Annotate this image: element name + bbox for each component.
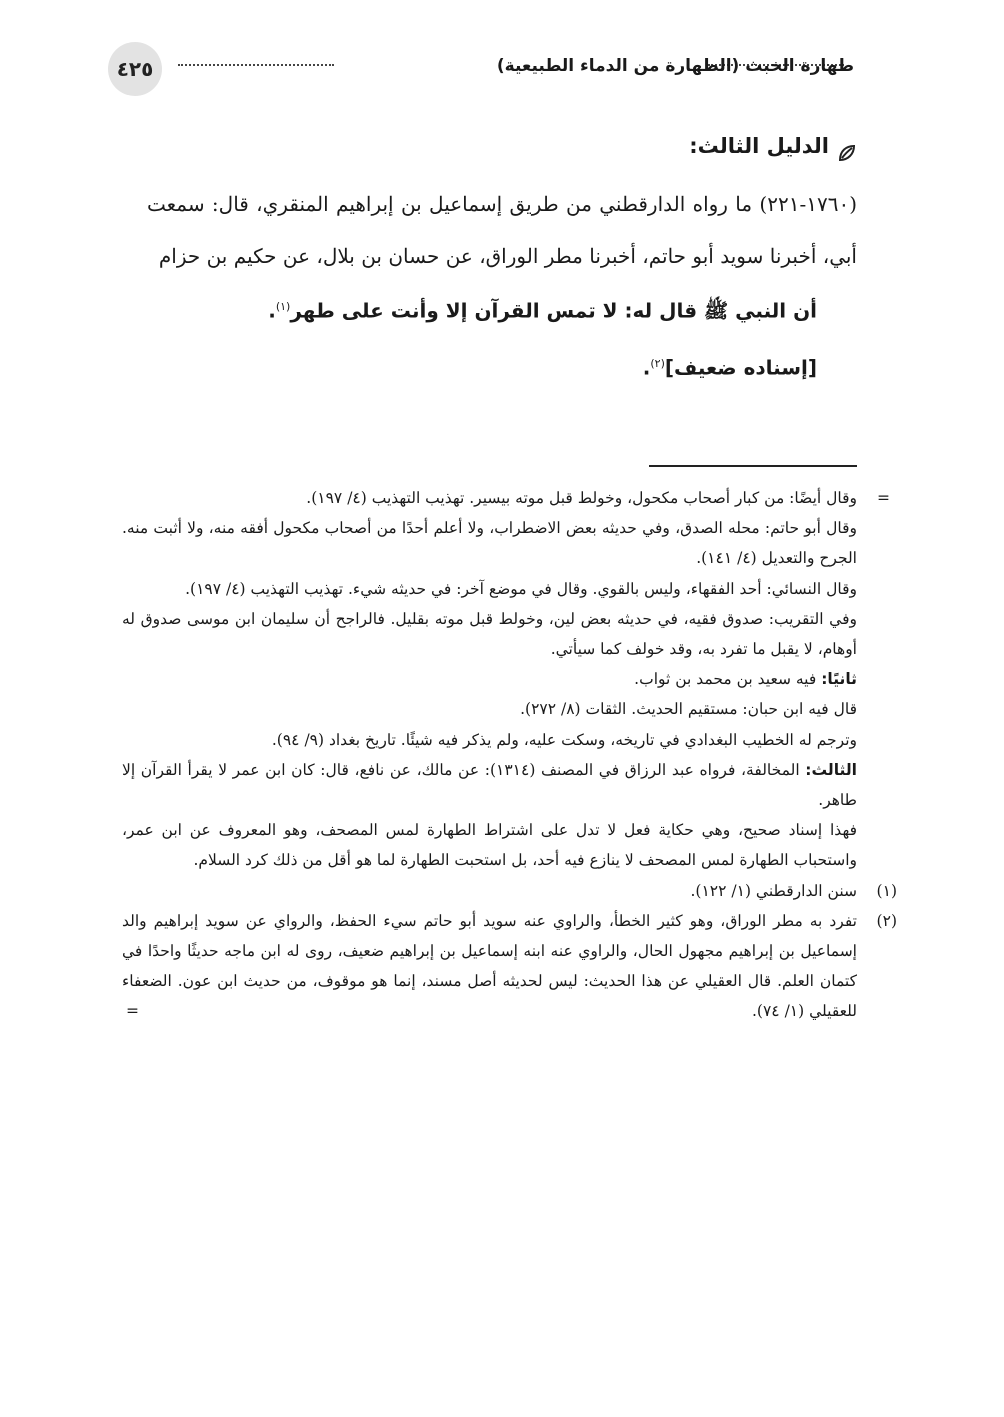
note-paragraph: قال فيه ابن حبان: مستقيم الحديث. الثقات (٨/ ٢٧٢). <box>520 700 857 719</box>
footnote-2 <box>122 906 897 1027</box>
hadith-text <box>147 282 857 336</box>
note-text: وقال أيضًا: من كبار أصحاب مكحول، وخولط قبل موته بيسير. تهذيب التهذيب (٤/ ١٩٧). <box>306 489 857 507</box>
note-text: فيه سعيد بن محمد بن ثواب. <box>634 670 822 689</box>
hadith-body: أن النبي ﷺ قال له: لا تمس القرآن إلا وأنت على طهر <box>290 298 817 323</box>
grading-body: [إسناده ضعيف] <box>664 355 817 380</box>
section-heading <box>147 126 857 166</box>
footnote-ref-1[interactable]: (١) <box>275 300 291 313</box>
note-paragraph <box>122 664 857 694</box>
footnote-text: سنن الدارقطني (١/ ١٢٢). <box>690 881 857 900</box>
running-title: طهارة الخبث (الطهارة من الدماء الطبيعية) <box>496 56 854 76</box>
footnote-divider <box>649 465 857 467</box>
note-paragraph: فهذا إسناد صحيح، وهي حكاية فعل لا تدل على اشتراط الطهارة لمس المصحف، وهو المعروف عن ابن عمر، واستحباب الطهارة لمس المصحف لا ينازع فيه أحد، بل استحبت الطهارة لما هو أقل من ذلك كرد السلام. <box>122 821 857 870</box>
note-text: المخالفة، فرواه عبد الرزاق في المصنف (١٣١٤): عن مالك، عن نافع، قال: كان ابن عمر لا يقرأ القرآن إلا طاهر. <box>122 760 857 810</box>
leaf-ornament-icon <box>837 136 857 156</box>
note-paragraph: وقال النسائي: أحد الفقهاء، وليس بالقوي. وقال في موضع آخر: في حديثه شيء. تهذيب التهذيب (٤/ ١٩٧). <box>185 579 857 598</box>
footnote-text: تفرد به مطر الوراق، وهو كثير الخطأ، والراوي عنه سويد أبو حاتم سيء الحفظ، والرواي عن سويد إبراهيم والد إسماعيل بن إبراهيم مجهول الحال، والراوي عنه ابنه إسماعيل بن إبراهيم ضعيف، روى له ابن ماجه حديثًا واحدًا في كتمان العلم. قال العقيلي عن هذا الحديث: ليس لحديثه أصل مسند، إنما هو موقوف، من حديث ابن عون. الضعفاء للعقيلي (١/ ٧٤). <box>122 911 857 1021</box>
note-paragraph: وفي التقريب: صدوق فقيه، في حديثه بعض لين، وخولط قبل موته بقليل. فالراجح أن سليمان ابن موسى صدوق له أوهام، لا يقبل ما تفرد به، وقد خولف كما سيأتي. <box>122 609 857 659</box>
note-paragraph: وقال أبو حاتم: محله الصدق، وفي حديثه بعض الاضطراب، ولا أعلم أحدًا من أصحاب مكحول أفقه منه، ولا أثبت منه. الجرح والتعديل (٤/ ١٤١). <box>122 519 857 568</box>
footnote-ref-2[interactable]: (٢) <box>650 356 665 370</box>
continuation-mark: = <box>877 489 890 507</box>
footnotes <box>122 483 897 1027</box>
narration-paragraph: (١٧٦٠-٢٢١) ما رواه الدارقطني من طريق إسماعيل بن إبراهيم المنقري، قال: سمعت أبي، أخبرنا سويد أبو حاتم، أخبرنا مطر الوراق، عن حسان بن بلال، عن حكيم بن حزام <box>147 192 857 268</box>
note-label: الثالث: <box>805 760 857 779</box>
note-paragraph <box>122 483 890 513</box>
footnote-number: (٢) <box>876 911 897 930</box>
main-text <box>147 126 857 395</box>
hadith-end: . <box>268 298 276 323</box>
note-label: ثانيًا: <box>821 670 857 689</box>
continuation-mark-end: = <box>126 1002 139 1021</box>
header-dot-leader-left <box>178 64 334 66</box>
grading-end: . <box>642 355 651 380</box>
note-paragraph: وترجم له الخطيب البغدادي في تاريخه، وسكت عليه، ولم يذكر فيه شيئًا. تاريخ بغداد (٩/ ٩٤). <box>271 730 857 749</box>
footnote-number: (١) <box>876 881 897 900</box>
page-number: ٤٢٥ <box>108 42 162 96</box>
section-heading-text: الدليل الثالث: <box>689 134 829 158</box>
footnote-1 <box>122 876 897 906</box>
grading-text <box>147 336 857 396</box>
note-paragraph <box>122 755 857 815</box>
